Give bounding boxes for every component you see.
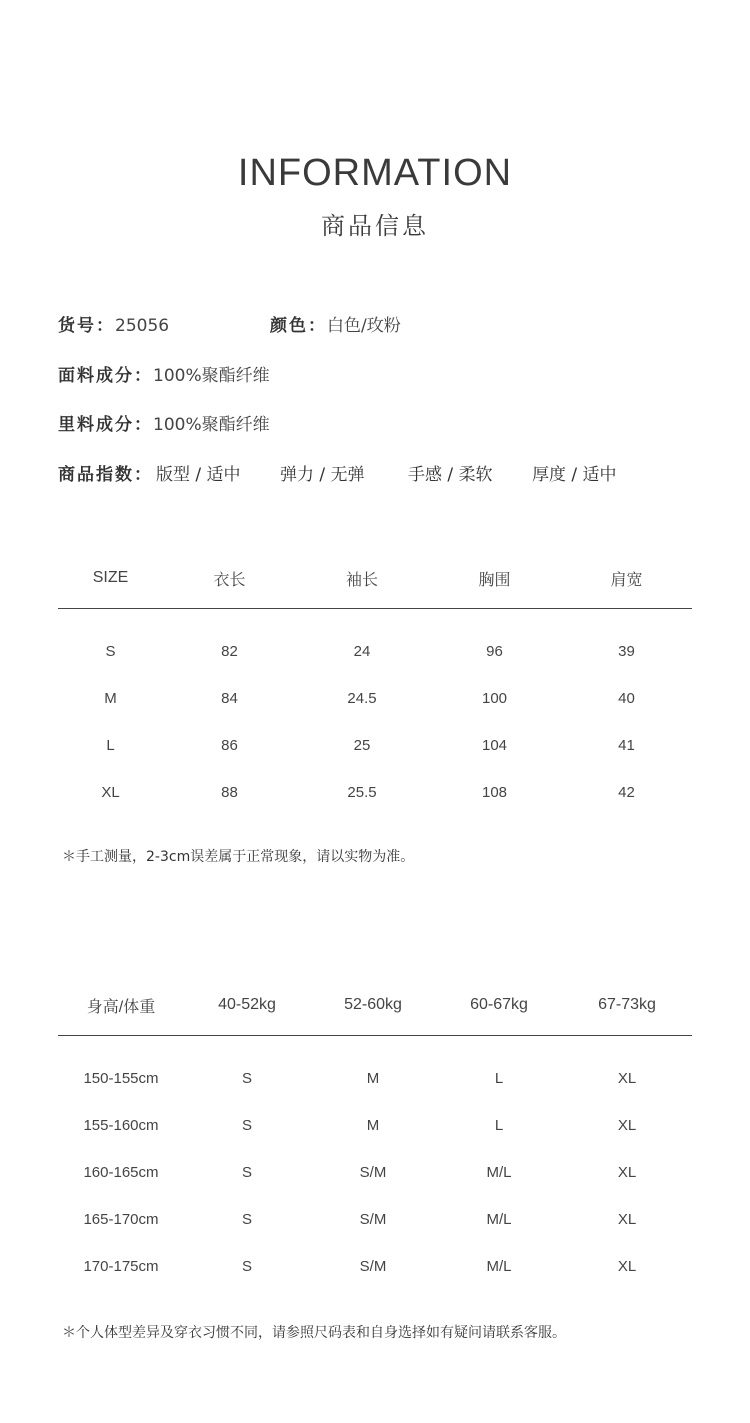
table-cell: 170-175cm: [83, 1258, 159, 1275]
table-row: [58, 1196, 692, 1243]
table-cell: M: [104, 690, 117, 707]
table-cell: L: [494, 1070, 504, 1087]
item-number-value: 25056: [115, 316, 170, 336]
table-cell: 39: [618, 643, 635, 660]
table-row: [58, 1055, 692, 1102]
table-cell: 108: [481, 784, 508, 801]
size-note: ＊手工测量，2-3cm误差属于正常现象，请以实物为准。: [62, 849, 415, 865]
table-cell: XL: [617, 1117, 637, 1134]
table-cell: XL: [617, 1258, 637, 1275]
table-cell: 41: [618, 737, 635, 754]
table-row: [58, 1149, 692, 1196]
fabric-row: [58, 361, 270, 386]
color-label: 颜色：: [270, 316, 327, 336]
item-number-row: [58, 311, 169, 336]
table-cell: 42: [618, 784, 635, 801]
index-thickness: 厚度 / 适中: [532, 465, 617, 485]
table-row: [58, 675, 692, 722]
table-cell: XL: [617, 1211, 637, 1228]
item-number-label: 货号：: [58, 316, 115, 336]
table-cell: S: [241, 1117, 252, 1134]
table-cell: S: [241, 1258, 252, 1275]
page-title-en: INFORMATION: [237, 152, 513, 194]
table-cell: M: [366, 1070, 380, 1087]
lining-label: 里料成分：: [58, 415, 153, 435]
table-cell: 24: [353, 643, 371, 660]
table-cell: 84: [221, 690, 238, 707]
table-row: [58, 1243, 692, 1290]
table-row: [58, 628, 692, 675]
color-row: [270, 311, 401, 336]
fit-table: [58, 975, 692, 1290]
table-cell: 88: [221, 784, 238, 801]
fabric-label: 面料成分：: [58, 366, 153, 386]
table-cell: 150-155cm: [83, 1070, 159, 1087]
header-length: 衣长: [163, 548, 296, 609]
table-cell: M/L: [486, 1258, 512, 1275]
lining-row: [58, 410, 270, 435]
table-cell: S: [105, 643, 116, 660]
fit-table-header: [58, 975, 692, 1036]
header-shoulder: 肩宽: [561, 548, 692, 609]
table-cell: 25.5: [347, 784, 377, 801]
header-weight-2: 52-60kg: [310, 975, 436, 1036]
size-table-header: [58, 548, 692, 609]
fit-note: ＊个人体型差异及穿衣习惯不同，请参照尺码表和自身选择如有疑问请联系客服。: [62, 1325, 566, 1341]
table-cell: S: [241, 1070, 252, 1087]
table-cell: S: [241, 1211, 252, 1228]
table-row: [58, 769, 692, 816]
table-cell: M/L: [486, 1164, 512, 1181]
color-value: 白色/玫粉: [327, 316, 401, 336]
table-cell: 86: [221, 737, 238, 754]
header-weight-1: 40-52kg: [184, 975, 310, 1036]
table-cell: S/M: [359, 1211, 387, 1228]
table-cell: XL: [101, 784, 120, 801]
table-cell: 100: [481, 690, 508, 707]
index-feel: 手感 / 柔软: [408, 465, 493, 485]
table-row: [58, 722, 692, 769]
table-cell: M: [366, 1117, 380, 1134]
table-cell: M/L: [486, 1211, 512, 1228]
table-cell: 24.5: [347, 690, 377, 707]
header-chest: 胸围: [428, 548, 561, 609]
table-cell: XL: [617, 1070, 637, 1087]
table-cell: S/M: [359, 1164, 387, 1181]
index-row: [58, 460, 153, 485]
table-cell: S/M: [359, 1258, 387, 1275]
header-height-weight: 身高/体重: [58, 975, 184, 1036]
table-cell: L: [494, 1117, 504, 1134]
index-elasticity: 弹力 / 无弹: [280, 465, 365, 485]
lining-value: 100%聚酯纤维: [153, 415, 270, 435]
page-title-cn: 商品信息: [321, 212, 429, 240]
size-table: [58, 548, 692, 816]
index-label: 商品指数：: [58, 465, 153, 485]
table-cell: XL: [617, 1164, 637, 1181]
table-cell: 104: [481, 737, 508, 754]
header-weight-4: 67-73kg: [562, 975, 692, 1036]
table-cell: 155-160cm: [83, 1117, 159, 1134]
table-cell: 165-170cm: [83, 1211, 159, 1228]
table-cell: 82: [221, 643, 238, 660]
header-weight-3: 60-67kg: [436, 975, 562, 1036]
index-fit: 版型 / 适中: [156, 465, 241, 485]
table-cell: L: [106, 737, 115, 754]
fabric-value: 100%聚酯纤维: [153, 366, 270, 386]
table-cell: S: [241, 1164, 252, 1181]
table-cell: 40: [618, 690, 635, 707]
header-sleeve: 袖长: [296, 548, 428, 609]
table-cell: 96: [486, 643, 503, 660]
table-row: [58, 1102, 692, 1149]
table-cell: 25: [353, 737, 371, 754]
header-size: SIZE: [58, 548, 163, 609]
table-cell: 160-165cm: [83, 1164, 159, 1181]
